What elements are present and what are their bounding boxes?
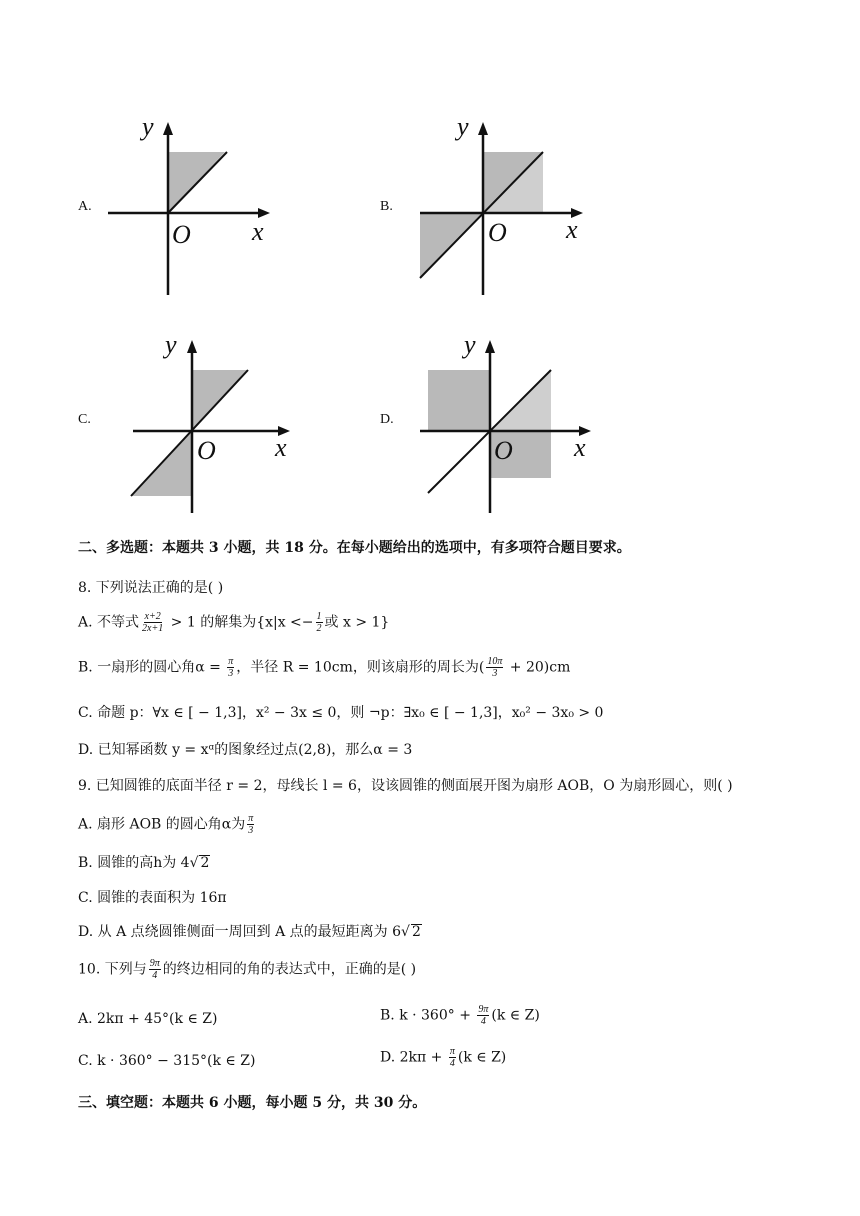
q9-option-c: C. 圆锥的表面积为 16π <box>78 890 227 906</box>
graph-c <box>125 328 315 518</box>
origin-label: O <box>172 220 191 249</box>
q8-stem: 8. 下列说法正确的是( ) <box>78 580 224 596</box>
q8-option-b: B. 一扇形的圆心角α = $\frac{\pi}{3}$ ，半径 R = 10cm，则该扇形的周长为( $\frac{10\pi}{3}$ + 20)cm <box>78 656 571 679</box>
y-axis-label: y <box>464 330 476 359</box>
y-axis-label: y <box>142 112 154 141</box>
option-d-label: D. <box>380 412 394 427</box>
fraction: $\frac{1}{2}$ <box>316 611 322 634</box>
graph-b <box>410 110 600 300</box>
graph-d <box>418 328 608 518</box>
q8-option-c: C. 命题 p：∀x ∈ [ − 1,3]，x² − 3x ≤ 0，则 ¬p：∃x₀ ∈ [ − 1,3]，x₀² − 3x₀ > 0 <box>78 705 604 721</box>
q10-option-c: C. k · 360° − 315°(k ∈ Z) <box>78 1053 256 1069</box>
option-a-label: A. <box>78 199 92 214</box>
q9-option-d: D. 从 A 点绕圆锥侧面一周回到 A 点的最短距离为 6√ 2 <box>78 924 421 940</box>
fraction: $\frac{9\pi}{4}$ <box>478 1004 489 1027</box>
x-axis-label: x <box>574 433 586 462</box>
fraction: $\frac{\pi}{3}$ <box>248 813 254 836</box>
y-axis-label: y <box>457 112 469 141</box>
fraction: $\frac{10\pi}{3}$ <box>487 656 503 679</box>
fraction: $\frac{\pi}{4}$ <box>449 1046 455 1069</box>
radicand: 2 <box>411 924 421 940</box>
origin-label: O <box>494 436 513 465</box>
q10-option-a: A. 2kπ + 45°(k ∈ Z) <box>78 1011 218 1027</box>
option-b-label: B. <box>380 199 393 214</box>
shaded-region <box>428 370 490 431</box>
q9-option-a: A. 扇形 AOB 的圆心角α为 $\frac{\pi}{3}$ <box>78 813 254 836</box>
section-2-heading: 二、多选题：本题共 3 小题，共 18 分。在每小题给出的选项中，有多项符合题目要求。 <box>78 540 631 556</box>
origin-label: O <box>197 436 216 465</box>
fraction: $\frac{\pi}{3}$ <box>228 656 234 679</box>
origin-label: O <box>488 218 507 247</box>
q8-option-d: D. 已知幂函数 y = xᵅ的图象经过点(2,8)，那么α = 3 <box>78 742 413 758</box>
radicand: 2 <box>200 855 210 871</box>
q8-option-a: A. 不等式 $\frac{x+2}{2x+1}$ > 1 的解集为{x|x <− $\frac{1}{2}$ 或 x > 1} <box>78 611 390 634</box>
q10-option-b: B. k · 360° + $\frac{9\pi}{4}$ (k ∈ Z) <box>380 1004 540 1027</box>
fraction: $\frac{x+2}{2x+1}$ <box>142 611 164 634</box>
x-axis-label: x <box>252 217 264 246</box>
q9-stem: 9. 已知圆锥的底面半径 r = 2，母线长 l = 6，设该圆锥的侧面展开图为扇形 AOB，O 为扇形圆心，则( ) <box>78 778 733 794</box>
x-axis-label: x <box>275 433 287 462</box>
q10-stem: 10. 下列与 $\frac{9\pi}{4}$ 的终边相同的角的表达式中，正确的是( ) <box>78 958 417 981</box>
option-c-label: C. <box>78 412 91 427</box>
graph-a <box>100 110 290 300</box>
fraction: $\frac{9\pi}{4}$ <box>149 958 160 981</box>
x-axis-label: x <box>566 215 578 244</box>
section-3-heading: 三、填空题：本题共 6 小题，每小题 5 分，共 30 分。 <box>78 1095 427 1111</box>
y-axis-label: y <box>165 330 177 359</box>
q10-option-d: D. 2kπ + $\frac{\pi}{4}$ (k ∈ Z) <box>380 1046 507 1069</box>
q9-option-b: B. 圆锥的高h为 4√ 2 <box>78 855 210 871</box>
